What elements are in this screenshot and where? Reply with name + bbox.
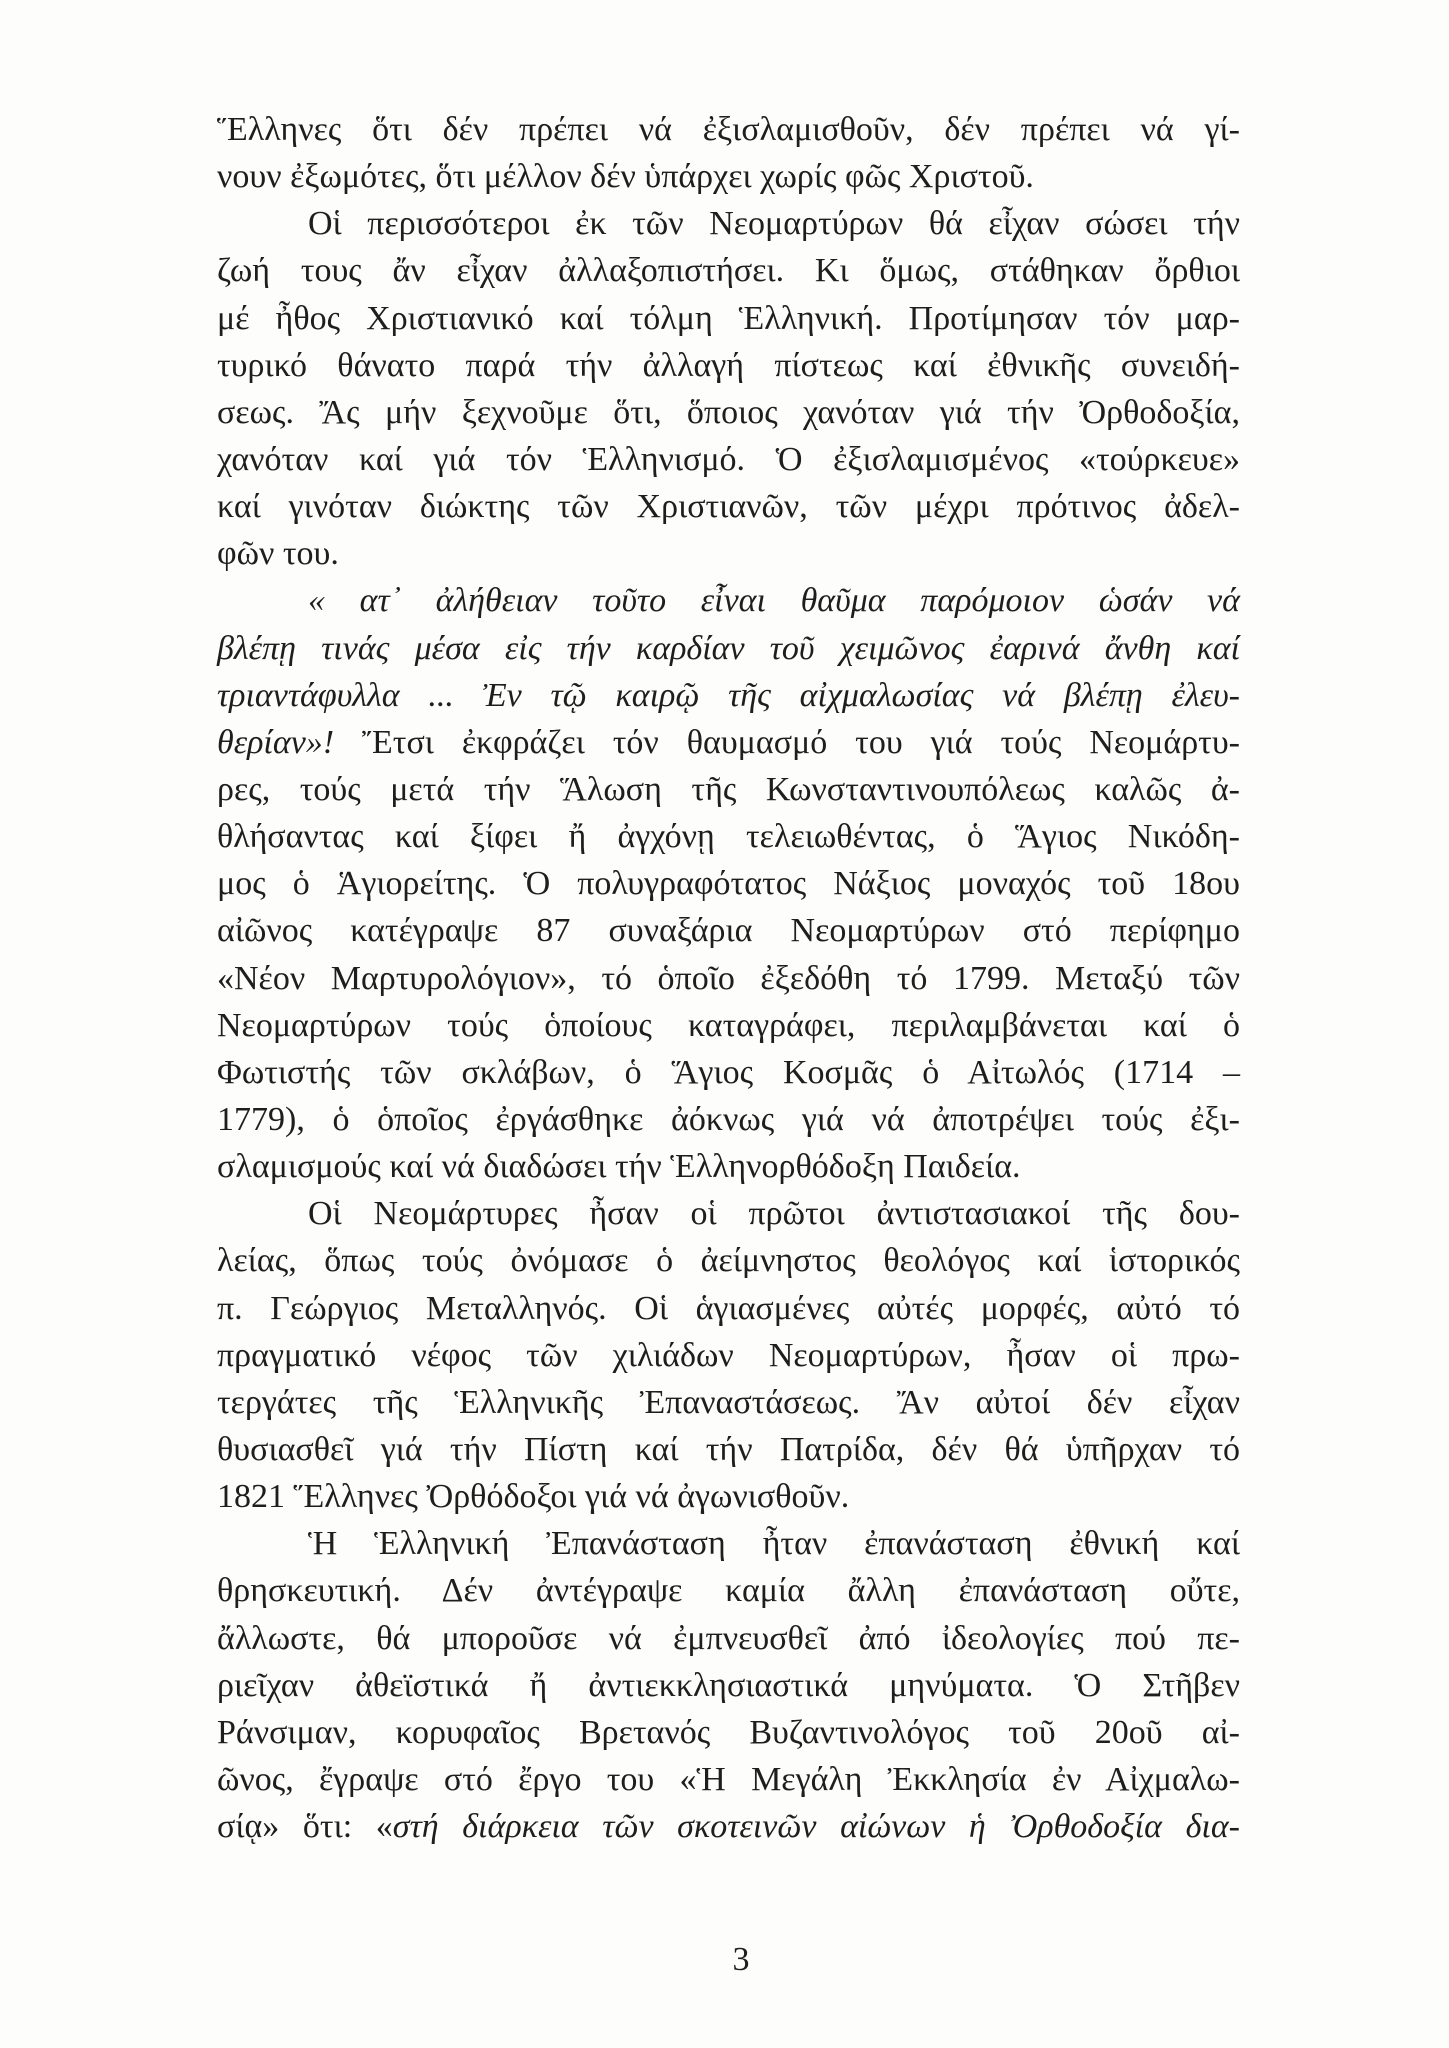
text-line: τεργάτες τῆς Ἑλληνικῆς Ἐπαναστάσεως. Ἄν αὐτοί δέν εἶχαν xyxy=(217,1383,1240,1421)
text-line: πραγματικό νέφος τῶν χιλιάδων Νεομαρτύρων, ἦσαν οἱ πρω- xyxy=(217,1336,1240,1374)
text-line: θυσιασθεῖ γιά τήν Πίστη καί τήν Πατρίδα, δέν θά ὑπῆρχαν τό xyxy=(217,1430,1240,1468)
text-line: σλαμισμούς καί νά διαδώσει τήν Ἑλληνορθόδοξη Παιδεία. xyxy=(217,1148,1021,1186)
text-line: ζωή τους ἄν εἶχαν ἀλλαξοπιστήσει. Κι ὅμως, στάθηκαν ὄρθιοι xyxy=(217,252,1240,290)
text-line: Φωτιστής τῶν σκλάβων, ὁ Ἅγιος Κοσμᾶς ὁ Αἰτωλός (1714 – xyxy=(217,1053,1240,1091)
text-line: λείας, ὅπως τούς ὀνόμασε ὁ ἀείμνηστος θεολόγος καί ἱστορικός xyxy=(217,1242,1240,1280)
line-text: Ἔτσι ἐκφράζει τόν θαυμασμό του γιά τούς Νεομάρτυ- xyxy=(362,723,1241,761)
text-line: ριεῖχαν ἀθεϊστικά ἤ ἀντιεκκλησιαστικά μηνύματα. Ὁ Στῆβεν xyxy=(217,1666,1240,1704)
quote-line: τριαντάφυλλα ... Ἐν τῷ καιρῷ τῆς αἰχμαλωσίας νά βλέπῃ ἐλευ- xyxy=(217,676,1240,714)
text-block xyxy=(217,106,1240,1850)
quote-start-text: στή διάρκεια τῶν σκοτεινῶν αἰώνων ἡ Ὀρθοδοξία δια- xyxy=(392,1808,1240,1846)
text-line: αἰῶνος κατέγραψε 87 συναξάρια Νεομαρτύρων στό περίφημο xyxy=(217,912,1240,950)
paragraph xyxy=(217,1520,1240,1850)
text-line: ρες, τούς μετά τήν Ἅλωση τῆς Κωνσταντινουπόλεως καλῶς ἀ- xyxy=(217,770,1240,808)
text-line: Ἕλληνες ὅτι δέν πρέπει νά ἐξισλαμισθοῦν, δέν πρέπει νά γί- xyxy=(217,111,1240,148)
text-line: ῶνος, ἔγραψε στό ἔργο του «Ἡ Μεγάλη Ἐκκλησία ἐν Αἰχμαλω- xyxy=(217,1760,1240,1798)
text-line: Οἱ περισσότεροι ἐκ τῶν Νεομαρτύρων θά εἶχαν σώσει τήν xyxy=(308,205,1240,243)
quote-line: βλέπῃ τινάς μέσα εἰς τήν καρδίαν τοῦ χειμῶνος ἐαρινά ἄνθη καί xyxy=(217,629,1240,667)
text-line xyxy=(217,719,1240,766)
text-line: τυρικό θάνατο παρά τήν ἀλλαγή πίστεως καί ἐθνικῆς συνειδή- xyxy=(217,346,1240,384)
text-line: θλήσαντας καί ξίφει ἤ ἀγχόνῃ τελειωθέντας, ὁ Ἅγιος Νικόδη- xyxy=(217,818,1240,856)
text-line: φῶν του. xyxy=(217,535,339,573)
text-line: «Νέον Μαρτυρολόγιον», τό ὁποῖο ἐξεδόθη τό 1799. Μεταξύ τῶν xyxy=(217,959,1240,997)
text-line: χανόταν καί γιά τόν Ἑλληνισμό. Ὁ ἐξισλαμισμένος «τούρκευε» xyxy=(217,440,1240,478)
text-line xyxy=(217,1803,1240,1850)
text-line: ἄλλωστε, θά μποροῦσε νά ἐμπνευσθεῖ ἀπό ἰδεολογίες πού πε- xyxy=(217,1619,1240,1657)
text-line: 1779), ὁ ὁποῖος ἐργάσθηκε ἀόκνως γιά νά ἀποτρέψει τούς ἐξι- xyxy=(217,1100,1240,1138)
text-line: θρησκευτική. Δέν ἀντέγραψε καμία ἄλλη ἐπανάσταση οὔτε, xyxy=(217,1572,1240,1610)
text-line: καί γινόταν διώκτης τῶν Χριστιανῶν, τῶν μέχρι πρότινος ἀδελ- xyxy=(217,488,1240,526)
line-text: σίᾳ» ὅτι: « xyxy=(217,1808,393,1846)
text-line: Ράνσιμαν, κορυφαῖος Βρετανός Βυζαντινολόγος τοῦ 20οῦ αἰ- xyxy=(217,1713,1240,1751)
text-line: Ἡ Ἑλληνική Ἐπανάσταση ἦταν ἐπανάσταση ἐθνική καί xyxy=(308,1525,1240,1563)
text-line: μέ ἦθος Χριστιανικό καί τόλμη Ἑλληνική. Προτίμησαν τόν μαρ- xyxy=(217,299,1240,337)
text-line: μος ὁ Ἁγιορείτης. Ὁ πολυγραφότατος Νάξιος μοναχός τοῦ 18ου xyxy=(217,865,1240,903)
paragraph xyxy=(217,106,1240,200)
text-line: 1821 Ἕλληνες Ὀρθόδοξοι γιά νά ἀγωνισθοῦν. xyxy=(217,1478,850,1516)
quote-end-text: θερίαν»! xyxy=(217,723,335,761)
paragraph xyxy=(217,1190,1240,1520)
page-number: 3 xyxy=(732,1941,750,1978)
text-line: σεως. Ἄς μήν ξεχνοῦμε ὅτι, ὅποιος χανόταν γιά τήν Ὀρθοδοξία, xyxy=(217,393,1240,431)
text-line: Νεομαρτύρων τούς ὁποίους καταγράφει, περιλαμβάνεται καί ὁ xyxy=(217,1006,1240,1044)
paragraph xyxy=(217,200,1240,577)
text-line: Οἱ Νεομάρτυρες ἦσαν οἱ πρῶτοι ἀντιστασιακοί τῆς δου- xyxy=(308,1195,1240,1233)
text-line: π. Γεώργιος Μεταλληνός. Οἱ ἁγιασμένες αὐτές μορφές, αὐτό τό xyxy=(217,1289,1240,1327)
quote-line: « ατ᾽ ἀλήθειαν τοῦτο εἶναι θαῦμα παρόμοιον ὡσάν νά xyxy=(308,582,1240,620)
paragraph xyxy=(217,577,1240,1190)
text-line: νουν ἐξωμότες, ὅτι μέλλον δέν ὑπάρχει χωρίς φῶς Χριστοῦ. xyxy=(217,158,1034,196)
